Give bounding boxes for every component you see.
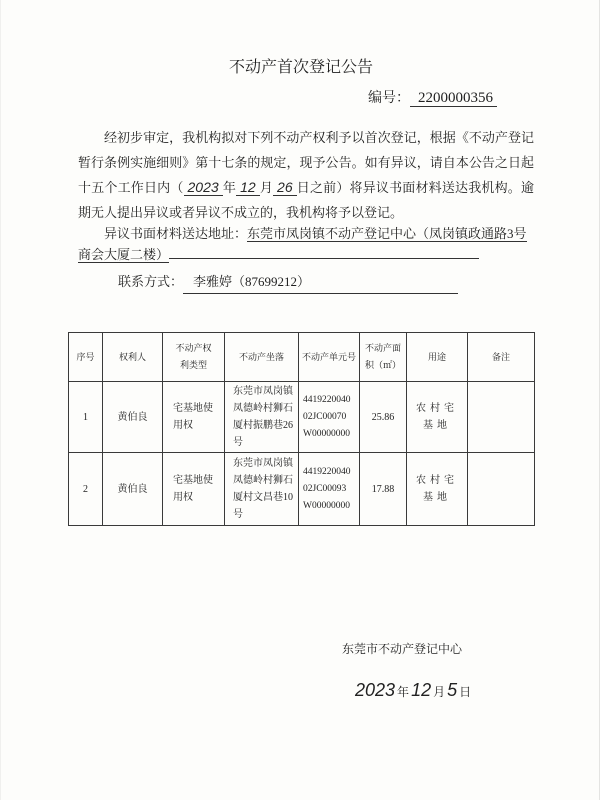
serial-number-line [368,87,497,110]
cell-unit-number: 441922004002JC00093W00000000 [299,453,360,526]
cell-serial-no: 2 [69,453,103,526]
cell-area: 25.86 [360,382,407,453]
deadline-year-char: 年 [222,180,237,195]
document-title: 不动产首次登记公告 [228,59,373,76]
address-underline [169,244,479,259]
registration-table [68,332,535,526]
header-right-holder: 权利人 [103,333,163,382]
cell-location: 东莞市凤岗镇凤德岭村狮石厦村振鹏巷26号 [225,382,299,453]
deadline-month-char: 月 [259,180,274,195]
objection-address-value: 东莞市凤岗镇不动产登记中心（凤岗镇政通路3号商会大厦二楼） [78,226,527,262]
notice-paragraph [78,126,534,225]
header-right-type: 不动产权利类型 [163,333,225,382]
objection-address-label: 异议书面材料送达地址： [104,226,248,241]
cell-right-type: 宅基地使用权 [163,453,225,526]
cell-remarks [468,382,535,453]
signing-day-char: 日 [459,685,472,699]
cell-usage: 农村宅基地 [407,382,468,453]
header-location: 不动产坐落 [225,333,299,382]
issuer-name: 东莞市不动产登记中心 [342,642,463,656]
signing-day: 5 [447,680,458,700]
cell-unit-number: 441922004002JC00070W00000000 [299,382,360,453]
cell-right-holder: 黄伯良 [103,382,163,453]
contact-value: 李雅婷（87699212） [183,271,458,294]
cell-usage: 农村宅基地 [407,453,468,526]
signing-month: 12 [411,680,432,700]
notice-text-after: 日之前）将异议书面材料送达我机构。逾期无人提出异议或者异议不成立的，我机构将予以登记。 [78,180,534,220]
deadline-day: 26 [273,179,297,196]
header-area: 不动产面积（㎡） [360,333,407,382]
header-remarks: 备注 [468,333,535,382]
cell-right-holder: 黄伯良 [103,453,163,526]
cell-right-type: 宅基地使用权 [163,382,225,453]
cell-remarks [468,453,535,526]
header-unit-number: 不动产单元号 [299,333,360,382]
signing-year: 2023 [355,680,396,700]
table-row [69,382,535,453]
signing-year-char: 年 [397,685,410,699]
signing-date [353,677,471,705]
deadline-year: 2023 [184,179,223,196]
header-serial-no: 序号 [69,333,103,382]
cell-serial-no: 1 [69,382,103,453]
serial-label: 编号： [368,91,410,106]
header-usage: 用途 [407,333,468,382]
contact-label: 联系方式： [118,274,184,289]
serial-number: 2200000356 [410,90,497,107]
table-row [69,453,535,526]
cell-area: 17.88 [360,453,407,526]
notice-text-before: 经初步审定，我机构拟对下列不动产权利予以首次登记，根据《不动产登记暂行条例实施细则》第十七条的规定，现予公告。如有异议，请自本公告之日起十五个工作日内（ [78,130,534,195]
signing-month-char: 月 [433,685,446,699]
table-header-row [69,333,535,382]
cell-location: 东莞市凤岗镇凤德岭村狮石厦村文昌巷10号 [225,453,299,526]
deadline-month: 12 [236,179,260,196]
contact-line [118,271,458,294]
objection-address [78,223,534,265]
